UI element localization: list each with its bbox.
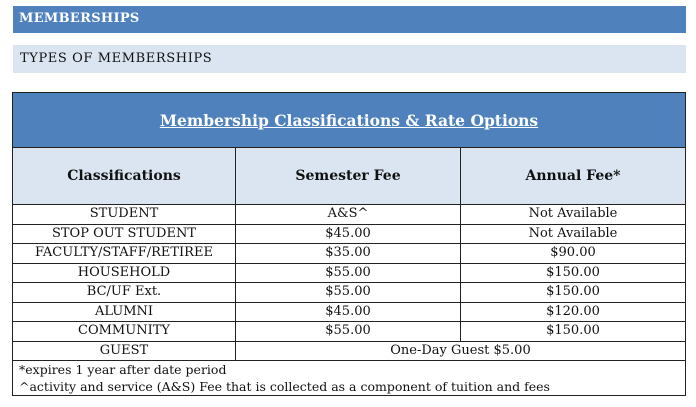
table-row [13,283,686,303]
classification-cell: STUDENT [13,205,236,225]
semester-fee-cell: $45.00 [236,302,461,322]
column-header-semester-fee: Semester Fee [236,148,461,205]
guest-label-cell: GUEST [13,341,236,361]
table-row [13,322,686,342]
table-row [13,244,686,264]
membership-rates-table [12,92,686,396]
classification-cell: BC/UF Ext. [13,283,236,303]
memberships-banner [13,6,686,33]
types-of-memberships-banner [13,45,686,73]
table-header-row [13,148,686,205]
annual-fee-cell: Not Available [461,224,686,244]
types-of-memberships-heading: TYPES OF MEMBERSHIPS [20,51,213,66]
memberships-heading: MEMBERSHIPS [19,11,140,26]
semester-fee-cell: $45.00 [236,224,461,244]
table-title: Membership Classifications & Rate Options [159,110,539,130]
column-header-classifications: Classifications [13,148,236,205]
table-row [13,205,686,225]
annual-fee-cell: $150.00 [461,283,686,303]
classification-cell: HOUSEHOLD [13,263,236,283]
guest-fee-cell: One-Day Guest $5.00 [236,341,686,361]
guest-row [13,341,686,361]
table-title-row [13,93,686,148]
semester-fee-cell: $55.00 [236,263,461,283]
classification-cell: FACULTY/STAFF/RETIREE [13,244,236,264]
classification-cell: ALUMNI [13,302,236,322]
annual-fee-cell: $120.00 [461,302,686,322]
annual-fee-cell: $150.00 [461,322,686,342]
annual-fee-cell: $90.00 [461,244,686,264]
table-row [13,224,686,244]
footnotes-cell [13,361,686,396]
footnotes-row [13,361,686,396]
classification-cell: COMMUNITY [13,322,236,342]
annual-fee-cell: $150.00 [461,263,686,283]
semester-fee-cell: A&S^ [236,205,461,225]
semester-fee-cell: $35.00 [236,244,461,264]
footnote-annual: *expires 1 year after date period [19,362,227,377]
semester-fee-cell: $55.00 [236,283,461,303]
classification-cell: STOP OUT STUDENT [13,224,236,244]
semester-fee-cell: $55.00 [236,322,461,342]
table-row [13,263,686,283]
annual-fee-cell: Not Available [461,205,686,225]
table-title-cell [13,93,686,148]
table-row [13,302,686,322]
column-header-annual-fee: Annual Fee* [461,148,686,205]
footnote-activity-service: ^activity and service (A&S) Fee that is collected as a component of tuition and fees [19,379,550,394]
